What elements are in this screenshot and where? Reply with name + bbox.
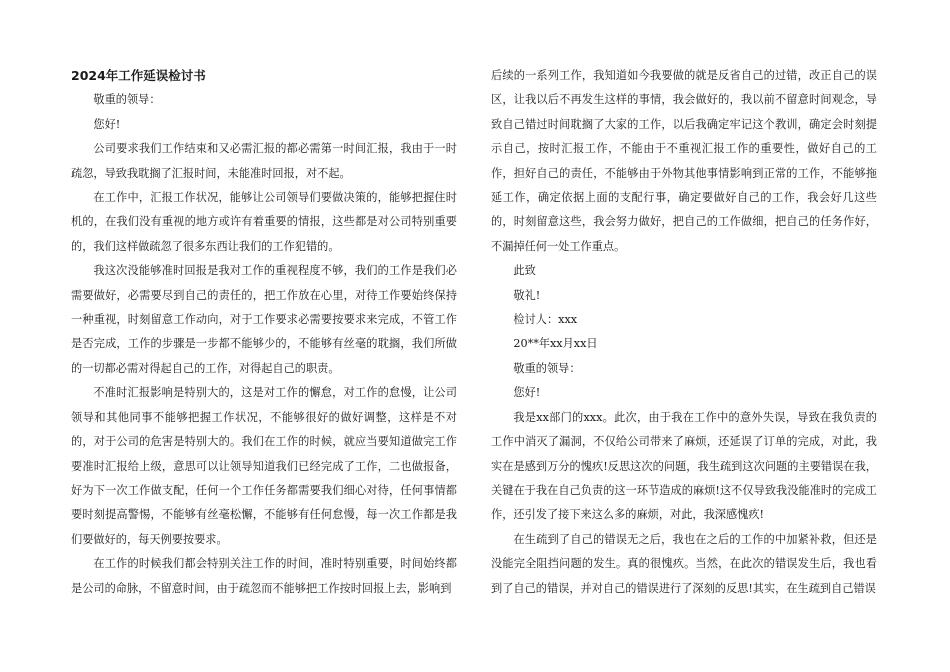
greeting: 您好! <box>93 117 121 131</box>
closing-jingli: 敬礼! <box>513 288 541 302</box>
body-paragraph: 我是xx部门的xxx。此次，由于我在工作中的意外失误，导致在我负责的工作中消灭了漏洞，不仅给公司带来了麻烦，还延误了订单的完成，对此，我实在是感到万分的愧疚!反思这次的问题，我生疏到这次问题的主要错误在我，关键在于我在自己负责的这一环节造成的麻烦!这不仅导致我没能准时的完成工作，还引发了接下来这么多的麻烦，对此，我深感愧疚! <box>491 410 877 522</box>
body-paragraph: 公司要求我们工作结束和又必需汇报的都必需第一时间汇报，我由于一时疏忽，导致我耽搁了汇报时间，未能准时回报，对不起。 <box>71 142 457 180</box>
continued-paragraph: 后续的一系列工作，我知道如今我要做的就是反省自己的过错，改正自己的误区，让我以后不再发生这样的事情，我会做好的，我以前不留意时间观念，导致自己错过时间耽搁了大家的工作，以后我确定牢记这个教训，确定会时刻提示自己，按时汇报工作，不能由于不重视汇报工作的重要性，做好自己的工作，担好自己的责任，不能够由于外物其他事情影响到正常的工作，不能够拖延工作，确定依据上面的支配行事，确定要做好自己的工作，我会好几这些的，时刻留意这些，我会努力做好，把自己的工作做细，把自己的任务作好，不漏掉任何一处工作重点。 <box>491 69 877 253</box>
salutation: 敬重的领导： <box>93 93 161 107</box>
body-paragraph: 在工作的时候我们都会特别关注工作的时间，准时特别重要，时间始终都是公司的命脉，不留意时间，由于疏忽而不能够把工作按时回报上去，影响到 <box>71 557 457 595</box>
right-column <box>491 64 877 601</box>
body-paragraph: 在工作中，汇报工作状况，能够让公司领导们要做决策的，能够把握住时机的，在我们没有重视的地方或许有着重要的情报，这些都是对公司特别重要的，我们这样做疏忽了很多东西让我们的工作犯错的。 <box>71 191 457 253</box>
date: 20**年xx月xx日 <box>513 337 598 351</box>
left-column <box>71 64 457 601</box>
greeting: 您好! <box>513 386 541 400</box>
document-title: 2024年工作延误检讨书 <box>71 68 206 83</box>
salutation: 敬重的领导： <box>513 361 581 375</box>
body-paragraph: 我这次没能够准时回报是我对工作的重视程度不够，我们的工作是我们必需要做好，必需要尽到自己的责任的，把工作放在心里，对待工作要始终保持一种重视，时刻留意工作动向，对于工作要求必需要按要求来完成，不管工作是否完成，工作的步骤是一步都不能够少的，不能够有丝毫的耽搁，我们所做的一切都必需对得起自己的工作，对得起自己的职责。 <box>71 264 457 375</box>
body-paragraph: 在生疏到了自己的错误无之后，我也在之后的工作的中加紧补救，但还是没能完全阻挡问题的发生。真的很愧疚。当然，在此次的错误发生后，我也看到了自己的错误，并对自己的错误进行了深刻的反思!其实，在生疏到自己错误 <box>491 532 877 595</box>
body-paragraph: 不准时汇报影响是特别大的，这是对工作的懈怠，对工作的怠慢，让公司领导和其他同事不能够把握工作状况，不能够很好的做好调整，这样是不对的，对于公司的危害是特别大的。我们在工作的时候，就应当要知道做完工作要准时汇报给上级，意思可以让领导知道我们已经完成了工作，二也做报备，好为下一次工作做支配，任何一个工作任务都需要我们细心对待，任何事情都要时刻提高警惕，不能够有丝毫松懈，不能够有任何怠慢，每一次工作都是我们要做好的，每天例要按要求。 <box>71 386 457 546</box>
closing-cizhi: 此致 <box>513 264 536 278</box>
signer: 检讨人：xxx <box>513 313 578 327</box>
